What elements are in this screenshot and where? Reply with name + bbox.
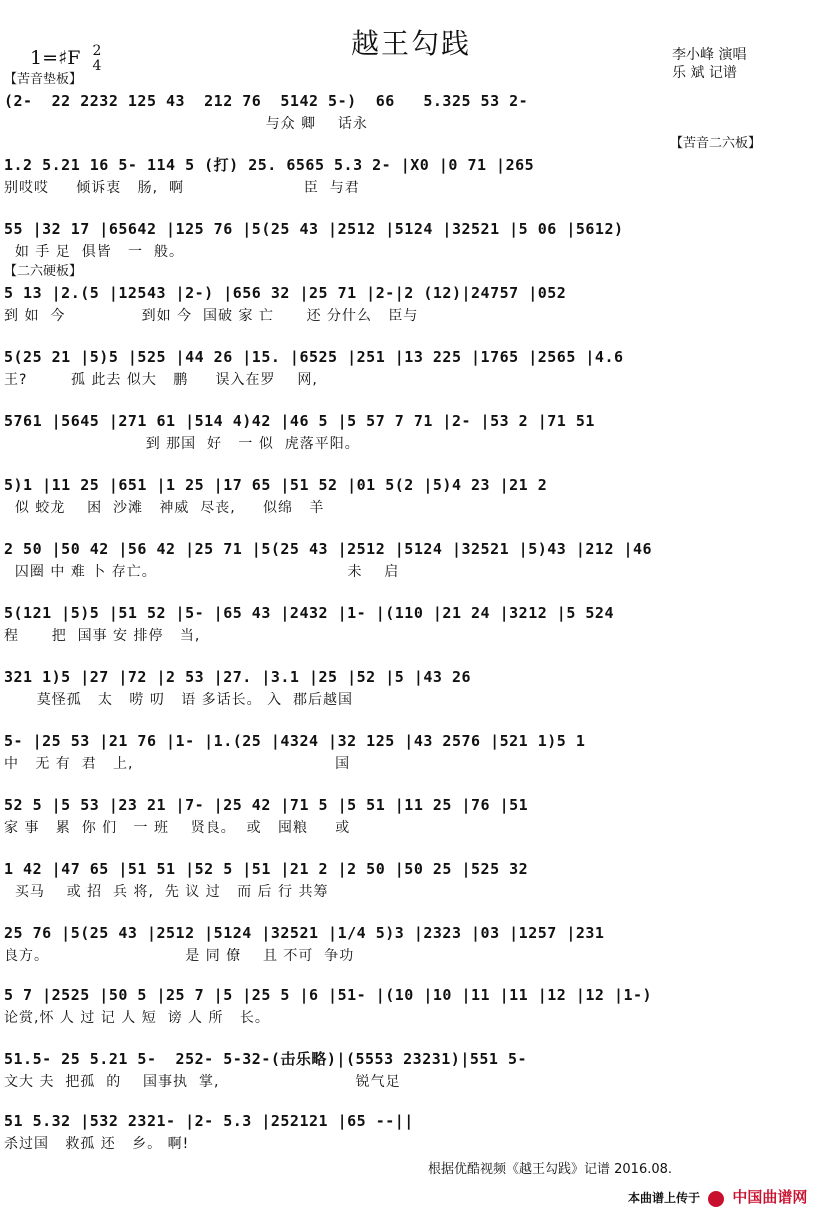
section-label — [4, 1092, 818, 1108]
notation-line: 52 5 |5 53 |23 21 |7- |25 42 |71 5 |5 51 |11 25 |76 |51 — [4, 796, 529, 814]
lyrics-line: 程 把 国事 安 排停 当, — [4, 628, 201, 644]
system-9 — [4, 584, 818, 646]
section-label — [4, 712, 818, 728]
section-label — [4, 840, 818, 856]
lyrics-line: 王? 孤 此去 似大 鹏 误入在罗 网, — [4, 372, 318, 388]
system-4 — [4, 264, 818, 326]
section-label — [4, 520, 818, 536]
lyrics-line: 到 那国 好 一 似 虎落平阳。 — [4, 436, 360, 452]
notation-line: 5761 |5645 |271 61 |514 4)42 |46 5 |5 57 7 71 |2- |53 2 |71 51 — [4, 412, 595, 430]
system-13 — [4, 840, 818, 902]
notation-line: 5- |25 53 |21 76 |1- |1.(25 |4324 |32 125 |43 2576 |521 1)5 1 — [4, 732, 586, 750]
section-label: 【苦音二六板】 — [670, 136, 762, 151]
section-label — [4, 584, 818, 600]
lyrics-line: 论赏,怀 人 过 记 人 短 谤 人 所 长。 — [4, 1010, 270, 1026]
notation-line: 2 50 |50 42 |56 42 |25 71 |5(25 43 |2512 |5124 |32521 |5)43 |212 |46 — [4, 540, 653, 558]
system-1 — [4, 72, 818, 134]
footer-credit — [628, 1186, 807, 1207]
section-label — [4, 392, 818, 408]
section-label — [4, 776, 818, 792]
system-17 — [4, 1092, 818, 1154]
meter-top: 2 — [92, 43, 102, 59]
lyrics-line: 中 无 有 君 上, 国 — [4, 756, 351, 772]
section-label: 【苦音垫板】 — [4, 72, 83, 87]
source-note: 根据优酷视频《越王勾践》记谱 2016.08. — [428, 1162, 673, 1177]
system-14 — [4, 904, 818, 966]
meter-bottom: 4 — [92, 58, 102, 74]
notation-line: 5)1 |11 25 |651 |1 25 |17 65 |51 52 |01 5(2 |5)4 23 |21 2 — [4, 476, 548, 494]
system-12 — [4, 776, 818, 838]
notation-line: 51.5- 25 5.21 5- 252- 5-32-(击乐略)|(5553 23231)|551 5- — [4, 1050, 528, 1068]
key-sign: 1=♯F — [30, 47, 81, 69]
section-label: 【二六硬板】 — [4, 264, 83, 279]
singer-credit: 李小峰 演唱 — [672, 47, 747, 63]
system-11 — [4, 712, 818, 774]
notation-line: (2- 22 2232 125 43 212 76 5142 5-) 66 5.325 53 2- — [4, 92, 529, 110]
song-title: 越王勾践 — [350, 27, 471, 60]
lyrics-line: 别哎哎 倾诉衷 肠, 啊 臣 与君 — [4, 180, 360, 196]
notation-line: 5 13 |2.(5 |12543 |2-) |656 32 |25 71 |2-|2 (12)|24757 |052 — [4, 284, 567, 302]
system-15 — [4, 966, 818, 1028]
lyrics-line: 似 蛟龙 困 沙滩 神威 尽丧, 似绵 羊 — [4, 500, 325, 516]
site-brand[interactable]: 中国曲谱网 — [732, 1188, 808, 1206]
notation-line: 321 1)5 |27 |72 |2 53 |27. |3.1 |25 |52 |5 |43 26 — [4, 668, 472, 686]
system-7 — [4, 456, 818, 518]
section-label — [4, 1030, 818, 1046]
lyrics-line: 买马 或 招 兵 将, 先 议 过 而 后 行 共筹 — [4, 884, 329, 900]
section-label — [4, 648, 818, 664]
transcriber-credit: 乐 斌 记谱 — [672, 65, 737, 81]
lyrics-line: 文大 夫 把孤 的 国事执 掌, 锐气足 — [4, 1074, 401, 1090]
lyrics-line: 杀过国 救孤 还 乡。 啊! — [4, 1136, 190, 1152]
notation-line: 51 5.32 |532 2321- |2- 5.3 |252121 |65 --|| — [4, 1112, 414, 1130]
key-signature — [30, 44, 101, 74]
section-label — [4, 966, 818, 982]
section-label — [4, 200, 818, 216]
lyrics-line: 囚圈 中 难 卜 存亡。 未 启 — [4, 564, 400, 580]
footer-text: 本曲谱上传于 — [628, 1191, 701, 1205]
system-6 — [4, 392, 818, 454]
lyrics-line: 良方。 是 同 僚 且 不可 争功 — [4, 948, 355, 964]
section-label — [4, 328, 818, 344]
lyrics-line: 如 手 足 俱皆 一 般。 — [4, 244, 184, 260]
section-label — [4, 456, 818, 472]
section-label — [4, 904, 818, 920]
notation-line: 55 |32 17 |65642 |125 76 |5(25 43 |2512 |5124 |32521 |5 06 |5612) — [4, 220, 624, 238]
lyrics-line: 与众 卿 话永 — [4, 116, 368, 132]
system-10 — [4, 648, 818, 710]
system-2 — [4, 136, 818, 198]
system-5 — [4, 328, 818, 390]
lyrics-line: 到 如 今 到如 今 国破 家 亡 还 分什么 臣与 — [4, 308, 419, 324]
notation-line: 1 42 |47 65 |51 51 |52 5 |51 |21 2 |2 50 |50 25 |525 32 — [4, 860, 529, 878]
system-3 — [4, 200, 818, 262]
notation-line: 1.2 5.21 16 5- 114 5 (打) 25. 6565 5.3 2- |X0 |0 71 |265 — [4, 156, 535, 174]
notation-line: 5 7 |2525 |50 5 |25 7 |5 |25 5 |6 |51- |(10 |10 |11 |11 |12 |12 |1-) — [4, 986, 653, 1004]
notation-line: 25 76 |5(25 43 |2512 |5124 |32521 |1/4 5)3 |2323 |03 |1257 |231 — [4, 924, 605, 942]
notation-line: 5(25 21 |5)5 |525 |44 26 |15. |6525 |251 |13 225 |1765 |2565 |4.6 — [4, 348, 624, 366]
system-8 — [4, 520, 818, 582]
time-signature — [92, 44, 101, 74]
system-16 — [4, 1030, 818, 1092]
notation-line: 5(121 |5)5 |51 52 |5- |65 43 |2432 |1- |(110 |21 24 |3212 |5 524 — [4, 604, 614, 622]
site-logo-icon — [708, 1191, 724, 1207]
lyrics-line: 家 事 累 你 们 一 班 贤良。 或 囤粮 或 — [4, 820, 351, 836]
lyrics-line: 莫怪孤 太 唠 叨 语 多话长。 入 郡后越国 — [4, 692, 354, 708]
